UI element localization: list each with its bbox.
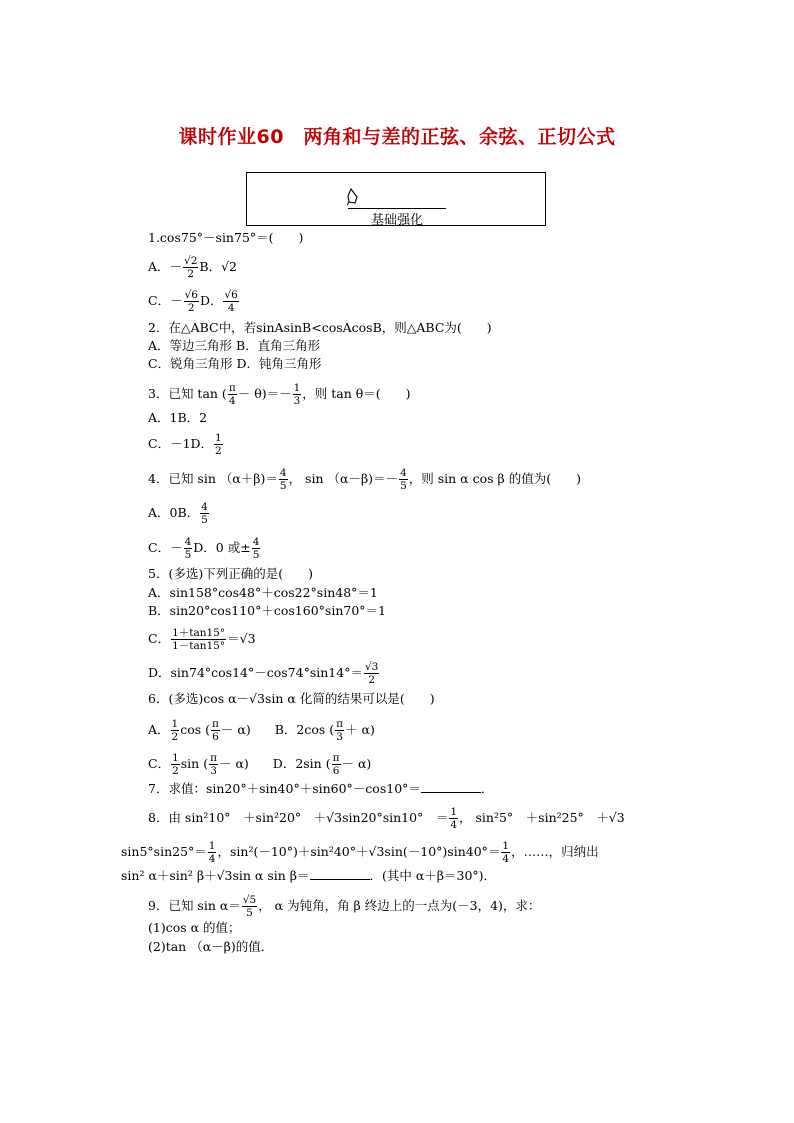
q7-answer-blank[interactable] xyxy=(421,781,481,793)
section-label: 基础强化 xyxy=(370,213,423,228)
q6-options-ab: A． $\frac{1}{2}$ cos ( $\frac{\pi}{6}$ － α) B．2cos ( $\frac{\pi}{3}$ ＋ α) xyxy=(148,718,375,743)
q8-line1: 8．由 sin²10° ＋sin²20° ＋√3sin20°sin10° ＝ $\frac{1}{4}$ ， sin²5° ＋sin²25° ＋√3 xyxy=(148,806,625,831)
section-box xyxy=(246,172,546,226)
q5-option-d: D．sin74°cos14°－cos74°sin14°＝ $\frac{√3}{2}$ xyxy=(148,661,379,686)
q1-options-ab: A．－ $\frac{√2}{2}$ B．√2 xyxy=(148,255,238,280)
q2-stem: 2．在△ABC中，若sinAsinB<cosAcosB，则△ABC为( ) xyxy=(148,320,492,335)
q5-option-a: A．sin158°cos48°＋cos22°sin48°＝1 xyxy=(148,585,378,600)
q9-part2: (2)tan （α－β)的值． xyxy=(148,939,274,954)
q2-options-ab: A．等边三角形 B．直角三角形 xyxy=(148,338,321,353)
q7-stem: 7．求值：sin20°＋sin40°＋sin60°－cos10°＝ ． xyxy=(148,781,494,796)
q5-stem: 5．(多选)下列正确的是( ) xyxy=(148,566,313,581)
q8-line2: sin5°sin25°＝ $\frac{1}{4}$ ，sin²(－10°)＋sin²40°＋√3sin(－10°)sin40°＝ $\frac{1}{4}$ ，……，归纳出 xyxy=(121,840,599,865)
q8-line3: sin² α＋sin² β＋√3sin α sin β＝ ．(其中 α＋β＝30°)． xyxy=(121,868,497,883)
q8-answer-blank[interactable] xyxy=(310,868,370,880)
q2-options-cd: C．锐角三角形 D．钝角三角形 xyxy=(148,356,322,371)
pencil-icon xyxy=(347,188,361,206)
q9-part1: (1)cos α 的值； xyxy=(148,920,241,935)
page-title: 课时作业60 两角和与差的正弦、余弦、正切公式 xyxy=(178,126,616,148)
q5-option-b: B．sin20°cos110°＋cos160°sin70°＝1 xyxy=(148,603,386,618)
q5-option-c: C． $\frac{1+\tan 15^\circ}{1-\tan 15^\circ}$ ＝√3 xyxy=(148,627,256,652)
q3-options-cd: C．－1D． $\frac{1}{2}$ xyxy=(148,432,222,457)
q3-options-ab: A．1B．2 xyxy=(148,410,208,425)
q1-stem: 1.cos75°－sin75°＝( ) xyxy=(148,230,304,245)
q9-stem: 9．已知 sin α＝ $\frac{√5}{5}$ ， α 为钝角，角 β 终边上的一点为(－3，4)，求： xyxy=(148,894,541,919)
q3-stem: 3．已知 tan ( $\frac{\pi}{4}$ － θ)＝－ $\frac{1}{3}$ ，则 tan θ＝( ) xyxy=(148,382,411,407)
q4-options-ab: A．0B． $\frac{4}{5}$ xyxy=(148,501,208,526)
q6-stem: 6．(多选)cos α－√3sin α 化简的结果可以是( ) xyxy=(148,691,435,706)
q4-stem: 4．已知 sin （α＋β)＝ $\frac{4}{5}$ ， sin （α－β)＝－ $\frac{4}{5}$ ，则 sin α cos β 的值为( ) xyxy=(148,467,581,492)
q4-options-cd: C．－ $\frac{4}{5}$ D．0 或± $\frac{4}{5}$ xyxy=(148,536,260,561)
q6-options-cd: C． $\frac{1}{2}$ sin ( $\frac{\pi}{3}$ － α) D．2sin ( $\frac{\pi}{6}$ － α) xyxy=(148,752,372,777)
q1-options-cd: C．－ $\frac{√6}{2}$ D． $\frac{√6}{4}$ xyxy=(148,289,238,314)
